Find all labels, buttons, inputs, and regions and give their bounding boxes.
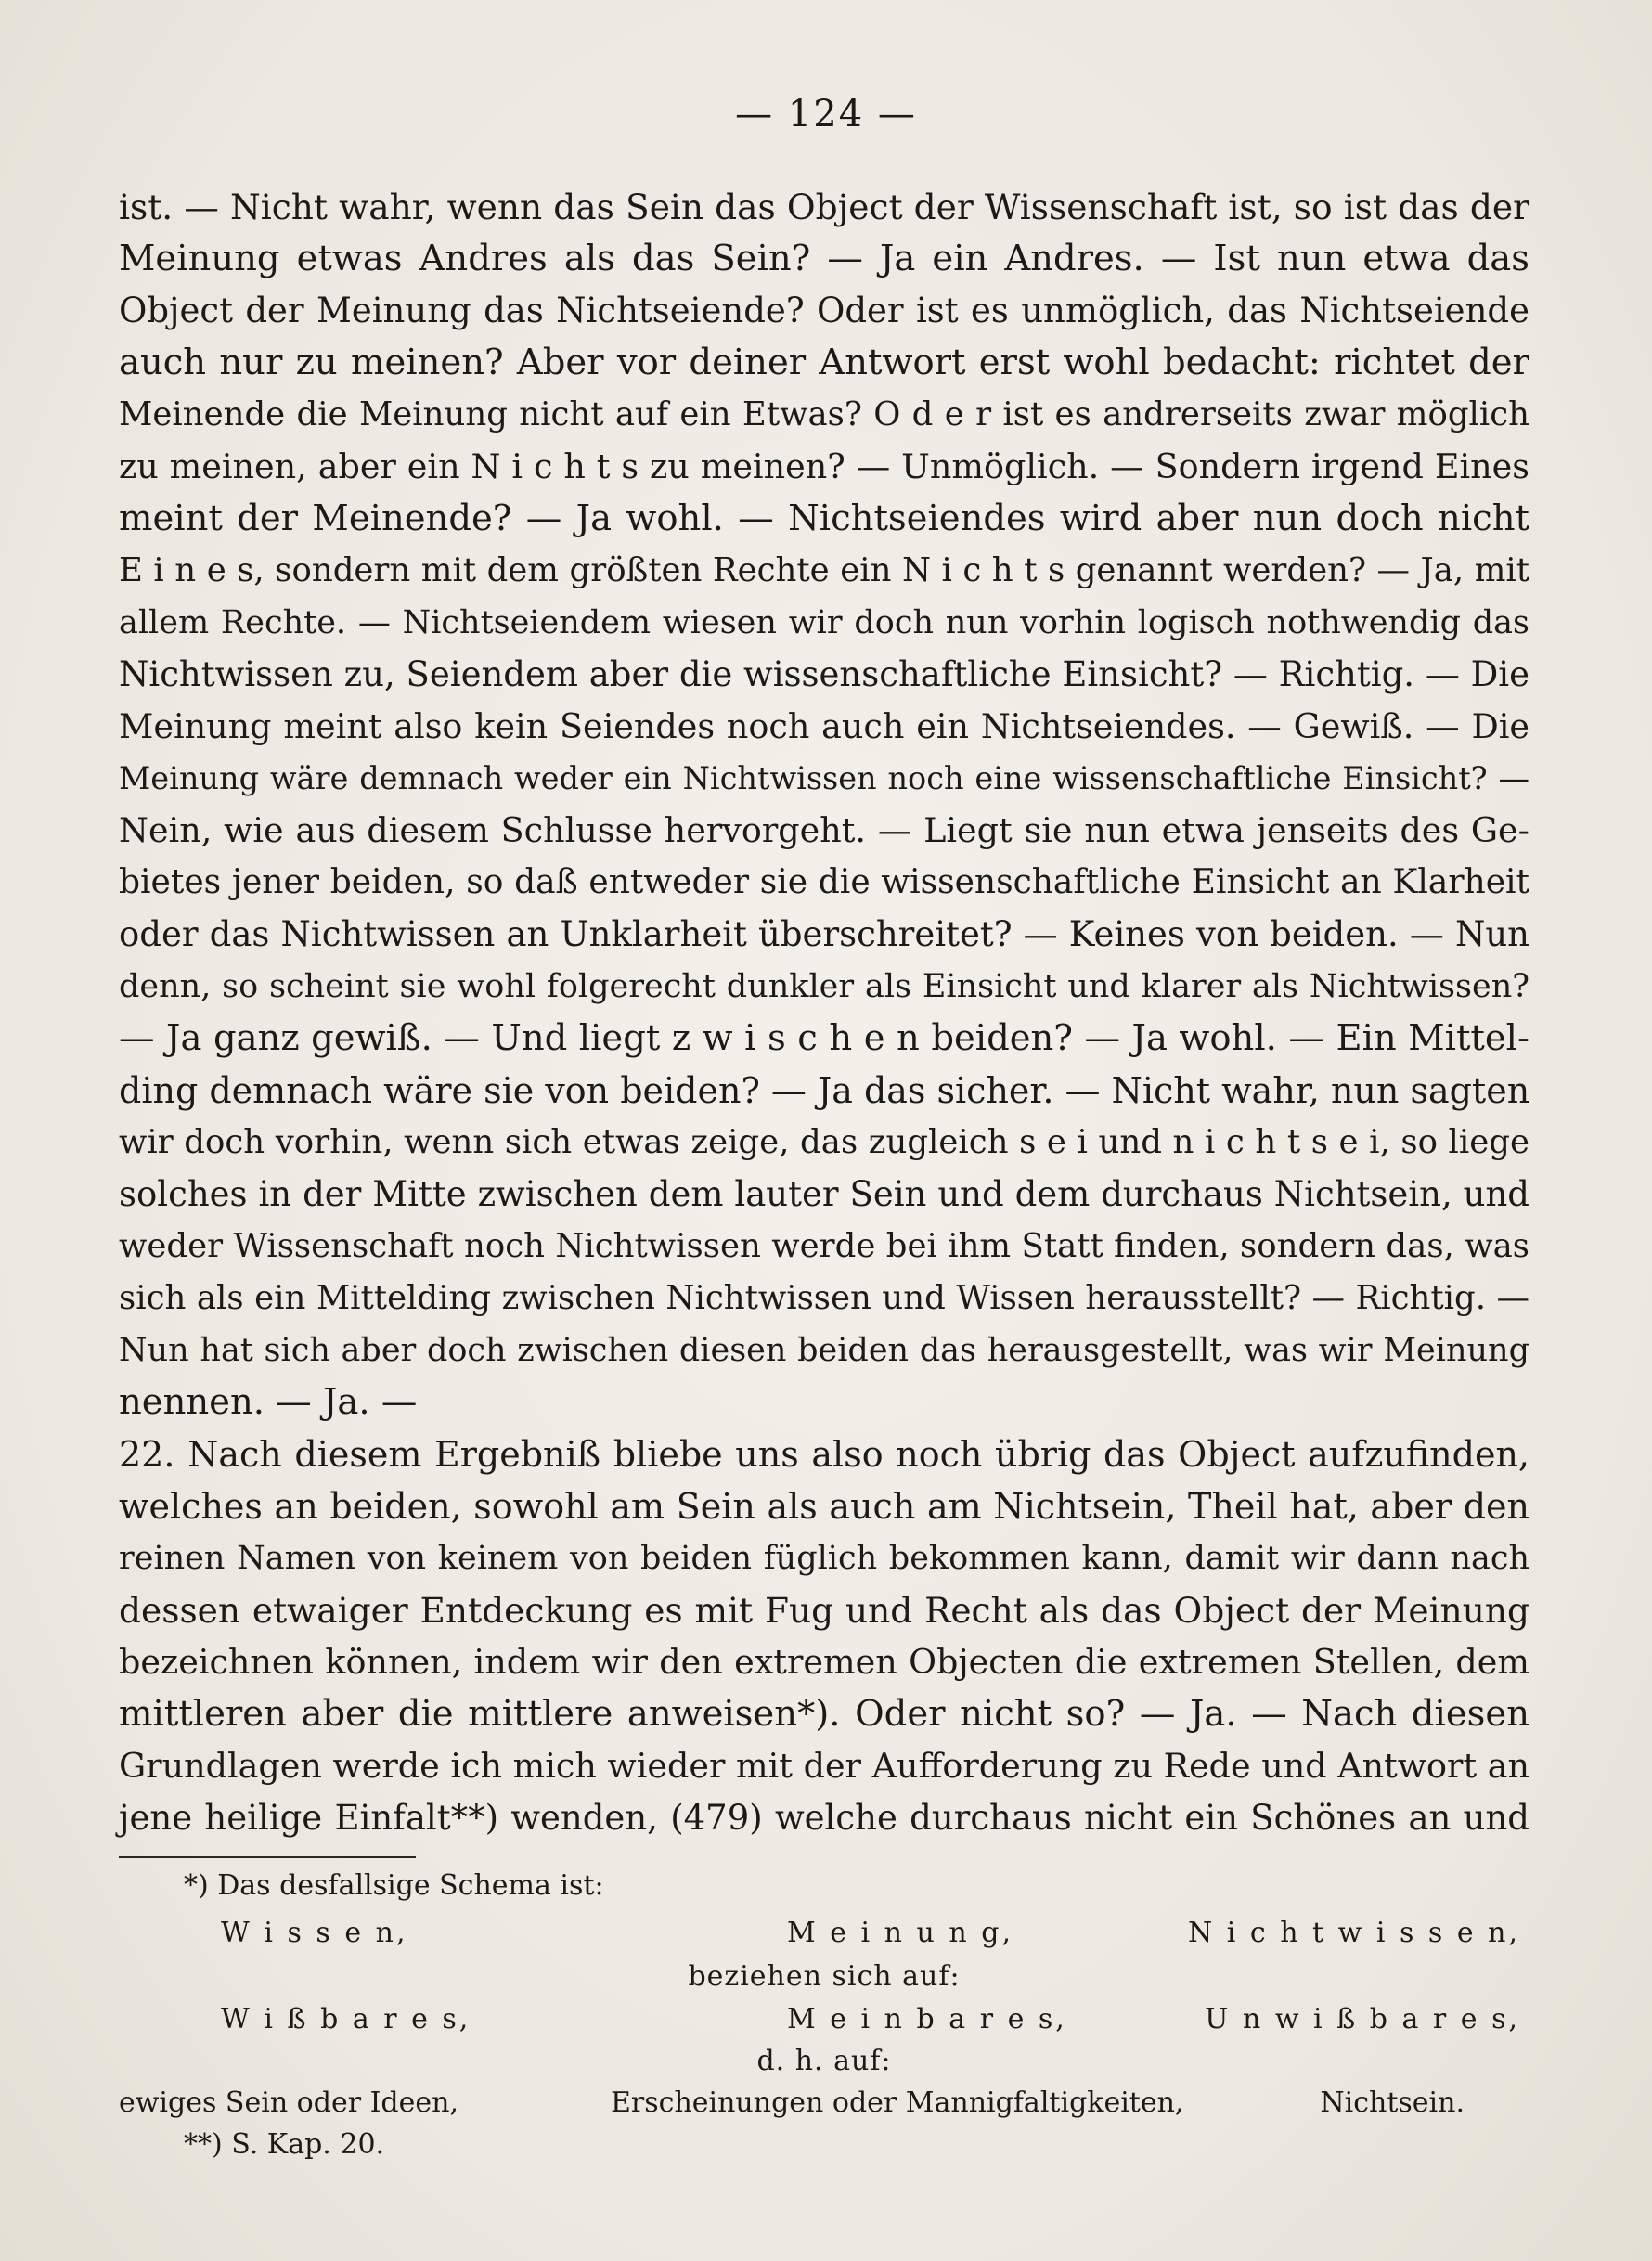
schema-connector: beziehen sich auf: [688, 1960, 961, 1993]
schema-cell: ewiges Sein oder Ideen, [119, 2087, 458, 2119]
text-line: dessen etwaiger Entdeckung es mit Fug und Recht als das Object der Meinung [119, 1590, 1529, 1631]
text-line: ist. — Nicht wahr, wenn das Sein das Object der Wissenschaft ist, so ist das der [119, 187, 1529, 227]
text-line: 22. Nach diesem Ergebniß bliebe uns also noch übrig das Object aufzufinden, [119, 1434, 1529, 1475]
footnote-2: **) S. Kap. 20. [184, 2128, 385, 2161]
text-line: bezeichnen können, indem wir den extremen Objecten die extremen Stellen, dem [119, 1642, 1529, 1682]
text-line: welches an beiden, sowohl am Sein als auch am Nichtsein, Theil hat, aber den [119, 1486, 1529, 1527]
schema-cell: M e i n b a r e s, [787, 2003, 1067, 2035]
body-text [119, 181, 1529, 1844]
text-line: reinen Namen von keinem von beiden füglich bekommen kann, damit wir dann nach [119, 1540, 1529, 1577]
text-line: Grundlagen werde ich mich wieder mit der Aufforderung zu Rede und Antwort an [119, 1746, 1529, 1786]
footnote-rule [119, 1856, 416, 1858]
text-line: Nun hat sich aber doch zwischen diesen beiden das herausgestellt, was wir Meinung [119, 1332, 1529, 1369]
text-line: Nein, wie aus diesem Schlusse hervorgeht. — Liegt sie nun etwa jenseits des Ge- [119, 810, 1529, 850]
text-line: weder Wissenschaft noch Nichtwissen werde bei ihm Statt finden, sondern das, was [119, 1227, 1529, 1265]
schema-row-1 [119, 1917, 1529, 1957]
text-line: bietes jener beiden, so daß entweder sie die wissenschaftliche Einsicht an Klarheit [119, 863, 1529, 901]
text-line: denn, so scheint sie wohl folgerecht dunkler als Einsicht und klarer als Nichtwissen? [119, 968, 1529, 1005]
text-line: allem Rechte. — Nichtseiendem wiesen wir doch nun vorhin logisch nothwendig das [119, 604, 1529, 641]
text-line: jene heilige Einfalt**) wenden, (479) welche durchaus nicht ein Schönes an und [119, 1798, 1529, 1838]
text-line: E i n e s, sondern mit dem größten Rechte ein N i c h t s genannt werden? — Ja, mit [119, 551, 1529, 589]
text-line: auch nur zu meinen? Aber vor deiner Antwort erst wohl bedacht: richtet der [119, 342, 1529, 383]
schema-cell: W i s s e n, [221, 1917, 408, 1949]
page-number: — 124 — [735, 93, 917, 136]
text-line: sich als ein Mittelding zwischen Nichtwissen und Wissen herausstellt? — Richtig. — [119, 1279, 1529, 1317]
schema-row-2 [119, 2003, 1529, 2044]
schema-cell: N i c h t w i s s e n, [1187, 1917, 1520, 1949]
schema-connector-1 [119, 1960, 1529, 2001]
schema-connector-2 [119, 2045, 1529, 2086]
schema-cell: Erscheinungen oder Mannigfaltigkeiten, [611, 2087, 1184, 2119]
text-line: ding demnach wäre sie von beiden? — Ja das sicher. — Nicht wahr, nun sagten [119, 1070, 1530, 1111]
text-line: nennen. — Ja. — [119, 1381, 418, 1423]
text-line: zu meinen, aber ein N i c h t s zu meinen? — Unmöglich. — Sondern irgend Eines [119, 446, 1529, 486]
text-line: meint der Meinende? — Ja wohl. — Nichtseiendes wird aber nun doch nicht [119, 497, 1529, 539]
schema-cell: Nichtsein. [1320, 2087, 1465, 2119]
footnote-intro: *) Das desfallsige Schema ist: [184, 1869, 604, 1902]
text-line: Meinende die Meinung nicht auf ein Etwas? O d e r ist es andrerseits zwar möglich [119, 395, 1529, 433]
schema-cell: U n w i ß b a r e s, [1205, 2003, 1520, 2035]
schema-connector: d. h. auf: [756, 2045, 892, 2077]
text-line: Meinung wäre demnach weder ein Nichtwissen noch eine wissenschaftliche Einsicht? — [119, 760, 1529, 796]
text-line: Nichtwissen zu, Seiendem aber die wissenschaftliche Einsicht? — Richtig. — Die [119, 654, 1529, 694]
schema-row-3 [119, 2087, 1529, 2127]
text-line: Meinung etwas Andres als das Sein? — Ja ein Andres. — Ist nun etwa das [119, 238, 1529, 279]
text-line: wir doch vorhin, wenn sich etwas zeige, das zugleich s e i und n i c h t s e i, so liege [119, 1123, 1529, 1161]
text-line: mittleren aber die mittlere anweisen*). Oder nicht so? — Ja. — Nach diesen [119, 1693, 1529, 1735]
text-line: solches in der Mitte zwischen dem lauter Sein und dem durchaus Nichtsein, und [119, 1174, 1529, 1214]
text-line: Object der Meinung das Nichtseiende? Oder ist es unmöglich, das Nichtseiende [119, 291, 1529, 330]
schema-cell: W i ß b a r e s, [221, 2003, 471, 2035]
text-line: Meinung meint also kein Seiendes noch auch ein Nichtseiendes. — Gewiß. — Die [119, 706, 1529, 746]
text-line: oder das Nichtwissen an Unklarheit überschreitet? — Keines von beiden. — Nun [119, 914, 1529, 954]
schema-cell: M e i n u n g, [787, 1917, 1013, 1949]
text-line: — Ja ganz gewiß. — Und liegt z w i s c h e n beiden? — Ja wohl. — Ein Mittel- [119, 1017, 1529, 1059]
